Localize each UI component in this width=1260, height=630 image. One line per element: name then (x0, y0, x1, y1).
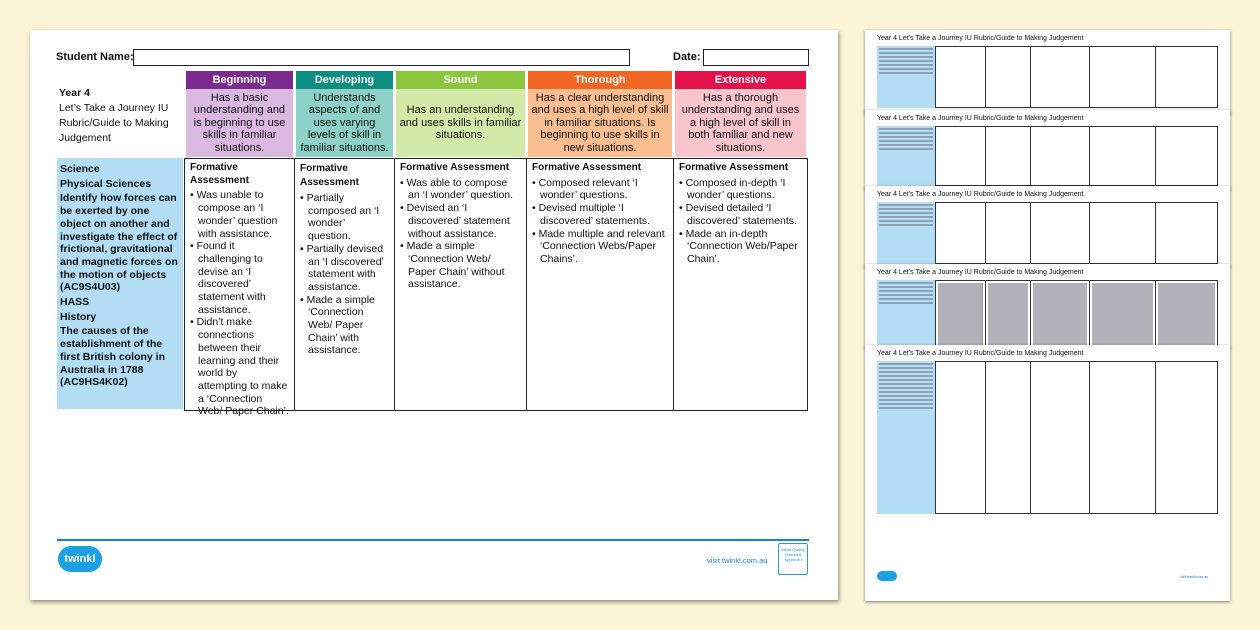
assessment-heading: Formative Assessment (190, 162, 249, 186)
thumbnail-title: Year 4 Let’s Take a Journey IU Rubric/Guide to Making Judgement (877, 35, 1084, 42)
thumbnail-grid (935, 202, 1218, 264)
assessment-heading: Formative Assessment (400, 162, 510, 173)
list-item: • Composed in-depth ‘I wonder’ questions. (679, 177, 802, 202)
thumbnail-footer-url: visit twinkl.com.au (1180, 575, 1209, 579)
history-descriptor: The causes of the establishment of the first British colony in Australia in 1788 (AC9HS4K02) (60, 325, 166, 389)
thumbnail-page-3[interactable] (865, 186, 1230, 268)
date-field[interactable] (703, 49, 809, 66)
assessment-heading: Formative Assessment (532, 162, 642, 173)
thumbnail-logo (877, 571, 897, 581)
list-item: • Devised multiple ‘I discovered’ statements. (532, 202, 668, 227)
desc-developing: Understands aspects of and uses varying levels of skill in familiar situations. (296, 89, 393, 157)
thumbnail-page-4[interactable] (865, 264, 1230, 349)
curriculum-cell (57, 158, 183, 409)
thumbnail-grid (935, 46, 1218, 108)
assessment-developing (294, 158, 395, 411)
level-extensive: Extensive (675, 71, 806, 89)
footer-divider (57, 539, 809, 541)
level-beginning: Beginning (186, 71, 293, 89)
thumbnail-curriculum (877, 126, 935, 186)
list-item: • Made multiple and relevant ‘Connection Webs/Paper Chains’. (532, 228, 668, 266)
thumbnail-curriculum (877, 361, 935, 514)
year-label: Year 4 (59, 87, 90, 99)
thumbnail-curriculum (877, 46, 935, 108)
footer-url[interactable]: visit twinkl.com.au (707, 556, 768, 565)
thumbnail-grid (935, 280, 1218, 346)
thumbnail-title: Year 4 Let’s Take a Journey IU Rubric/Guide to Making Judgement (877, 269, 1084, 276)
assessment-sound (394, 158, 527, 411)
desc-beginning: Has a basic understanding and is beginning to use skills in familiar situations. (186, 89, 293, 157)
assessment-heading: Formative Assessment (300, 163, 359, 188)
thumbnail-title: Year 4 Let’s Take a Journey IU Rubric/Guide to Making Judgement (877, 115, 1084, 122)
thumbnail-title: Year 4 Let’s Take a Journey IU Rubric/Guide to Making Judgement (877, 350, 1084, 357)
student-name-field[interactable] (133, 49, 630, 66)
level-sound: Sound (396, 71, 525, 89)
list-item: • Found it challenging to devise an ‘I discovered’ statement with assistance. (190, 240, 289, 316)
list-item: • Devised an ‘I discovered’ statement without assistance. (400, 202, 521, 240)
hass-heading: HASS (60, 296, 90, 309)
rubric-subtitle: Let’s Take a Journey IU Rubric/Guide to Making Judgement (59, 102, 169, 144)
assessment-beginning (184, 158, 295, 418)
thumbnail-title: Year 4 Let’s Take a Journey IU Rubric/Guide to Making Judgement (877, 191, 1084, 198)
list-item: • Made a simple ‘Connection Web/ Paper Chain’ without assistance. (400, 240, 521, 291)
assessment-extensive (673, 158, 808, 411)
list-item: • Composed relevant ‘I wonder’ questions. (532, 177, 668, 202)
desc-extensive: Has a thorough understanding and uses a high level of skill in both familiar and new situations. (675, 89, 806, 157)
science-descriptor: Identify how forces can be exerted by one object on another and investigate the effect of frictional, gravitational and magnetic forces on the motion of objects (AC9S4U03) (60, 192, 178, 294)
list-item: • Was unable to compose an ‘I wonder’ question with assistance. (190, 189, 289, 240)
list-item: • Devised detailed ‘I discovered’ statements. (679, 202, 802, 227)
rubric-title (59, 86, 184, 146)
rubric-page (30, 30, 838, 600)
assessment-thorough (526, 158, 674, 411)
history-heading: History (60, 310, 97, 323)
list-item: • Didn’t make connections between their learning and their world by attempting to make a ‘Connection Web/ Paper Chain’. (190, 316, 289, 418)
quality-badge: twinkl Quality Standard Approved (778, 543, 808, 575)
level-developing: Developing (296, 71, 393, 89)
list-item: • Made an in-depth ‘Connection Web/Paper Chain’. (679, 228, 802, 266)
student-name-label: Student Name: (56, 51, 134, 63)
physical-sciences-heading: Physical Sciences (60, 177, 152, 190)
thumbnail-grid (935, 126, 1218, 186)
desc-sound: Has an understanding and uses skills in familiar situations. (396, 89, 525, 157)
thumbnail-page-5[interactable] (865, 345, 1230, 601)
list-item: • Was able to compose an ‘I wonder’ question. (400, 177, 521, 202)
list-item: • Made a simple ‘Connection Web/ Paper Chain’ with assistance. (300, 294, 389, 358)
level-thorough: Thorough (528, 71, 672, 89)
thumbnail-curriculum (877, 202, 935, 264)
thumbnail-curriculum (877, 280, 935, 346)
science-heading: Science (60, 163, 100, 175)
thumbnail-page-2[interactable] (865, 110, 1230, 190)
assessment-heading: Formative Assessment (679, 162, 789, 173)
thumbnail-grid (935, 361, 1218, 514)
date-label: Date: (673, 51, 701, 63)
thumbnail-page-1[interactable] (865, 30, 1230, 115)
list-item: • Partially devised an ‘I discovered’ statement with assistance. (300, 243, 389, 294)
twinkl-logo: twinkl (58, 546, 102, 572)
list-item: • Partially composed an ‘I wonder’ question. (300, 192, 389, 243)
desc-thorough: Has a clear understanding and uses a high level of skill in familiar situations. Is beginning to use skills in new situations. (528, 89, 672, 157)
